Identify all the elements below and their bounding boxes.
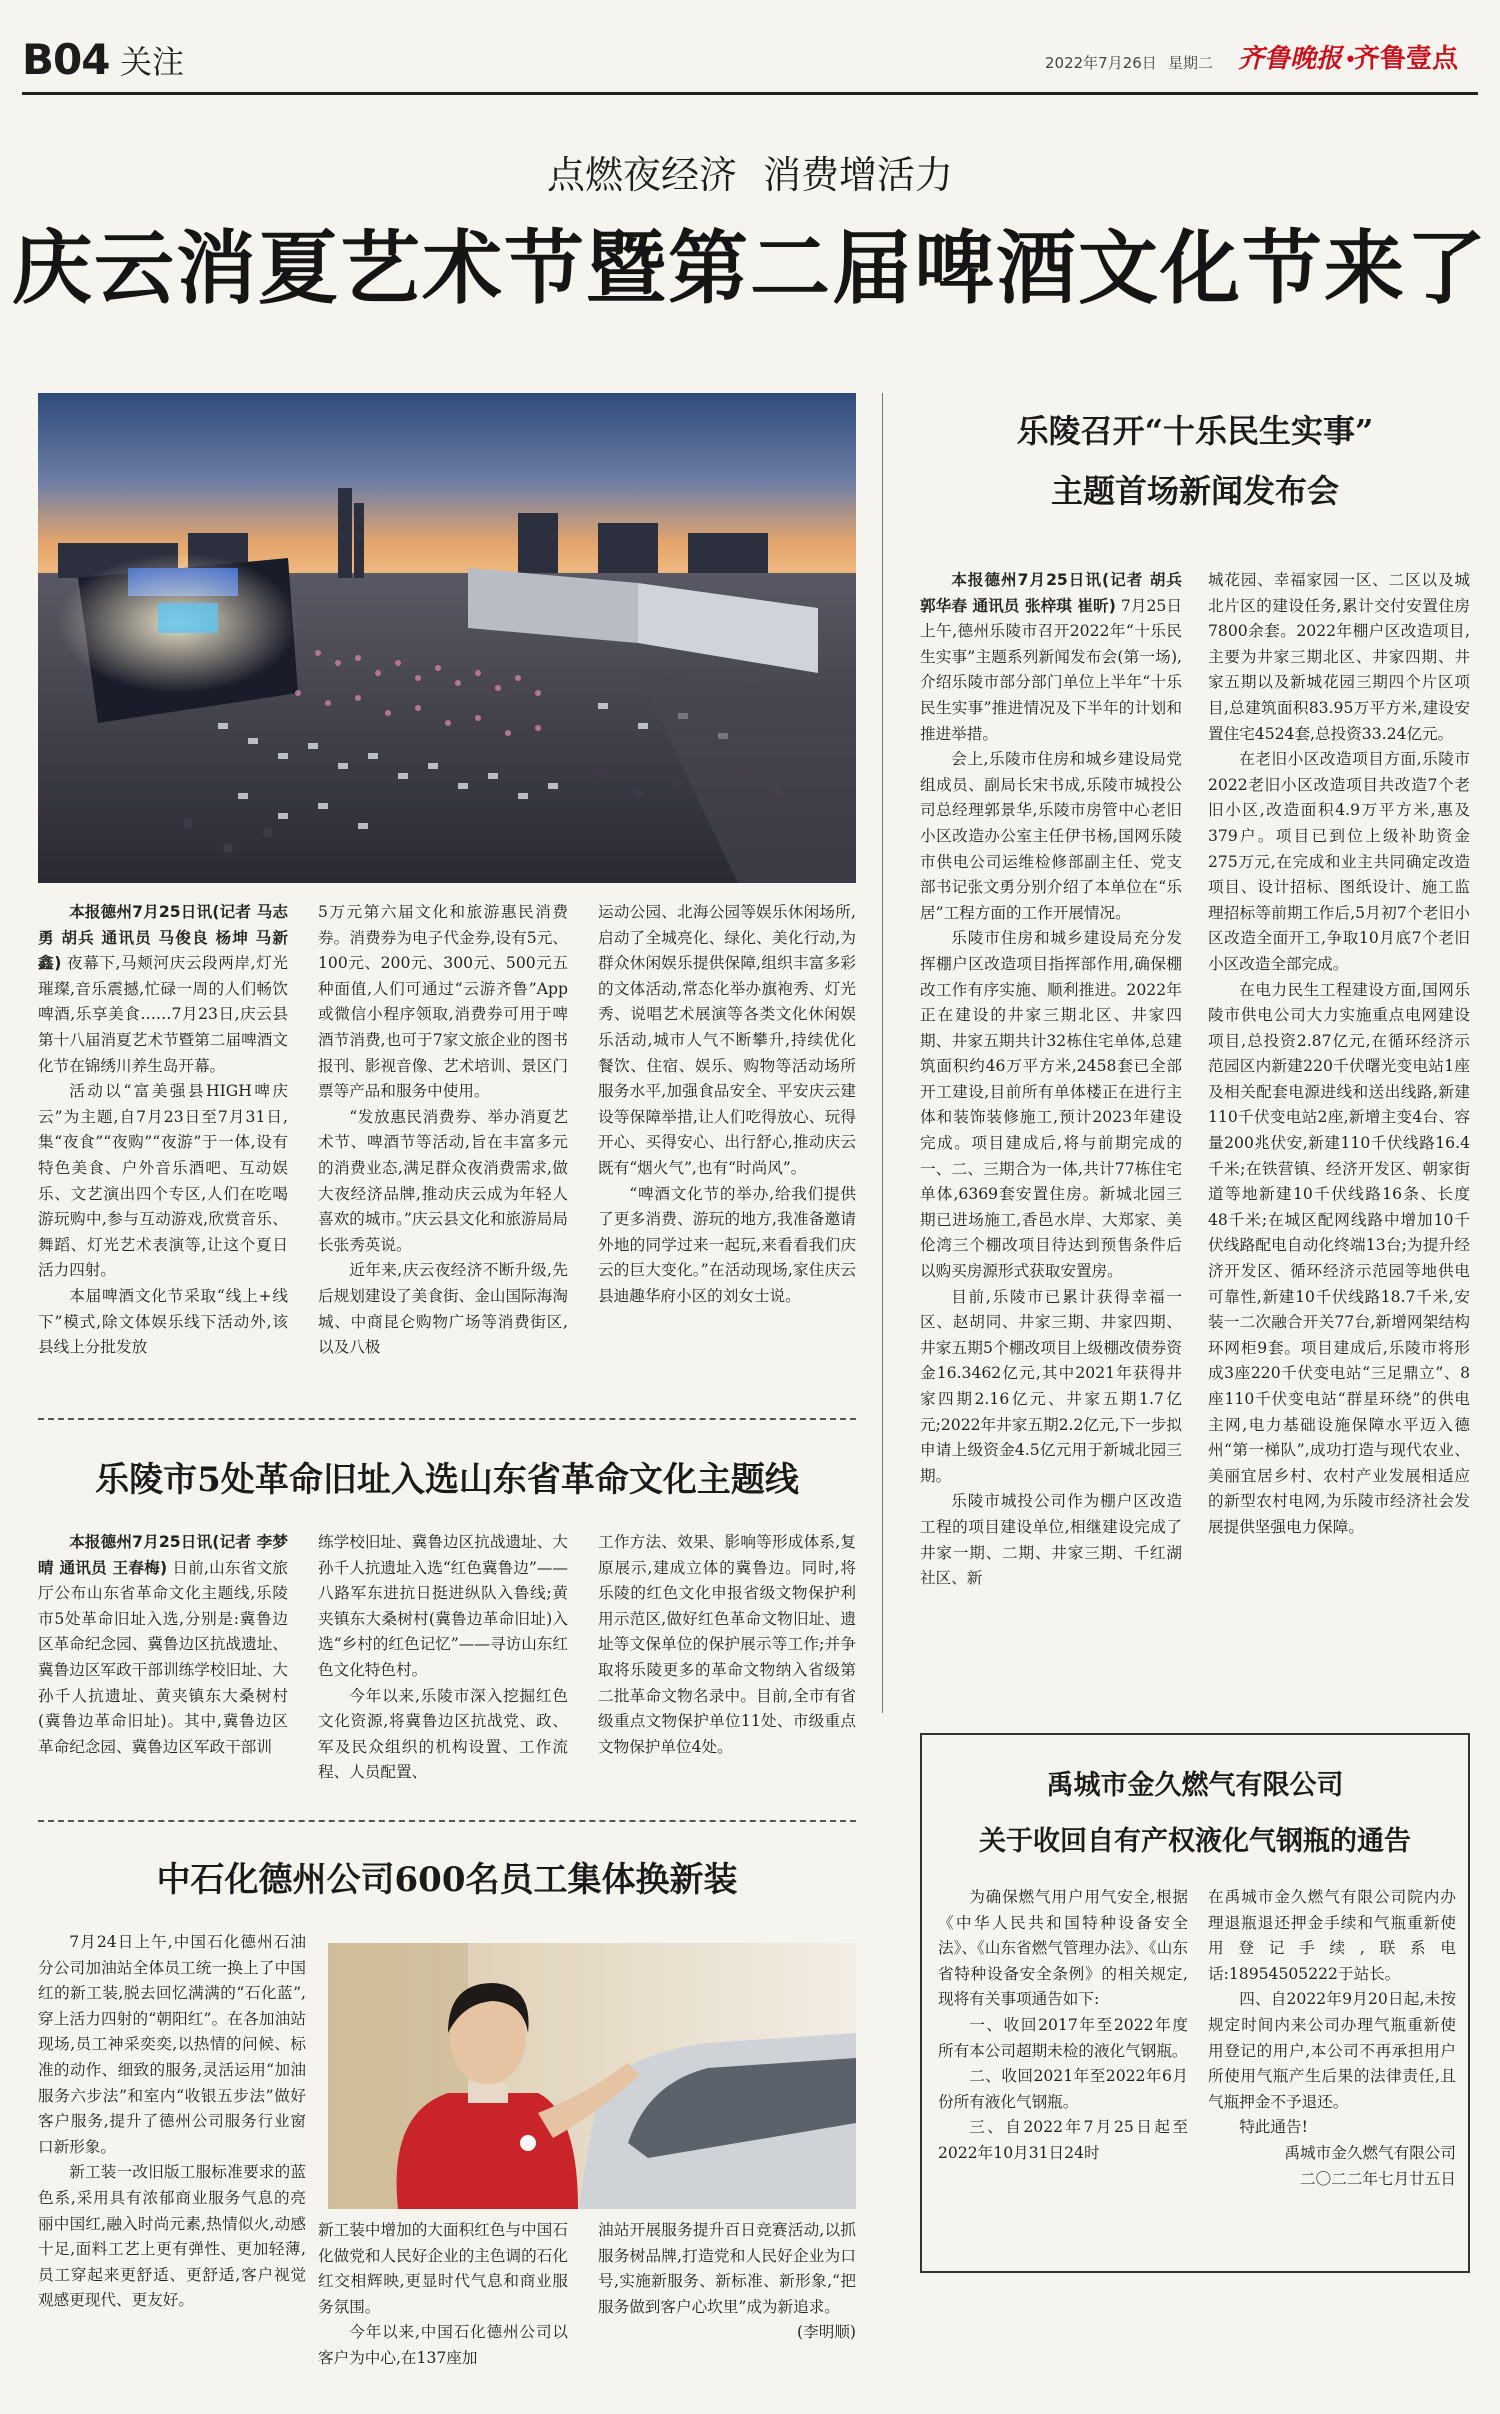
- story2-col2-p2: 今年以来,乐陵市深入挖掘红色文化资源,将冀鲁边区抗战党、政、军及民众组织的机构设置、工作流程、人员配置、: [318, 1686, 568, 1782]
- story3-byline: (李明顺): [797, 2323, 856, 2342]
- festival-night-scene: [38, 393, 856, 883]
- lead-col1-p3: 本届啤酒文化节采取“线上+线下”模式,除文体娱乐线下活动外,该县线上分批发放: [38, 1286, 288, 1357]
- story4-column-1: [920, 568, 1182, 1708]
- story4-col2-p1: 城花园、幸福家园一区、二区以及城北片区的建设任务,累计交付安置住房7800余套。2022年棚户区改造项目,主要为井家三期北区、井家四期、井家五期以及新城花园三期四个片区项目,总建筑面积83.95万平方米,建设安置住宅4524套,总投资33.24亿元。: [1208, 571, 1470, 743]
- notice-signer: 禹城市金久燃气有限公司: [1284, 2143, 1456, 2162]
- notice-col1-p3: 二、收回2021年至2022年6月份所有液化气钢瓶。: [938, 2067, 1188, 2111]
- notice-col1-p2: 一、收回2017年至2022年度所有本公司超期未检的液化气钢瓶。: [938, 2015, 1188, 2060]
- notice-col2-p2: 四、自2022年9月20日起,未按规定时间内来公司办理气瓶重新使用登记的用户,本公司不再承担用户所使用气瓶产生后果的法律责任,且气瓶押金不予退还。: [1208, 1990, 1456, 2111]
- story3-col3-p1: 油站开展服务提升百日竞赛活动,以抓服务树品牌,打造党和人民好企业为口号,实施新服务、新标准、新形象,“把服务做到客户心坎里”成为新追求。: [598, 2221, 856, 2316]
- story4-col1-p5: 乐陵市城投公司作为棚户区改造工程的项目建设单位,相继建设完成了井家一期、二期、井家三期、千红湖社区、新: [920, 1492, 1182, 1588]
- story4-col2-p3: 在电力民生工程建设方面,国网乐陵市供电公司大力实施重点电网建设项目,总投资2.87亿元,在循环经济示范园区内新建220千伏曙光变电站1座及相关配套电源进线和送出线路,新建110千伏变电站2座,新增主变4台、容量200兆伏安,新建110千伏线路16.4千米;在铁营镇、经济开发区、朝家街道等地新建10千伏线路16条、长度48千米;在城区配网线路中增加10千伏线路配电自动化终端13台;为提升经济开发区、循环经济示范园等地供电可靠性,新建10千伏线路18.7千米,安装一二次融合开关77台,新增网架结构环网柜9套。项目建成后,乐陵市将形成3座220千伏变电站“三足鼎立”、8座110千伏变电站“群星环绕”的供电主网,电力基础设施保障水平迈入德州“第一梯队”,成功打造与现代农业、美丽宜居乡村、农村产业发展相适应的新型农村电网,为乐陵市经济社会发展提供坚强电力保障。: [1208, 980, 1470, 1536]
- notice-col2-p1: 在禹城市金久燃气有限公司院内办理退瓶退还押金手续和气瓶重新使用登记手续,联系电话:18954505222于站长。: [1208, 1888, 1456, 1983]
- story3-photo-employee: [328, 1943, 856, 2209]
- notice-col1-p1: 为确保燃气用户用气安全,根据《中华人民共和国特种设备安全法》、《山东省燃气管理办法》、《山东省特种设备安全条例》的相关规定,现将有关事项通告如下:: [938, 1888, 1188, 2009]
- story2-col3-p1: 工作方法、效果、影响等形成体系,复原展示,建成立体的冀鲁边。同时,将乐陵的红色文化申报省级文物保护利用示范区,做好红色革命文物旧址、遗址等文保单位的保护展示等工作;并争取将乐陵更多的革命文物纳入省级第二批革命文物名录中。目前,全市有省级重点文物保护单位11处、市级重点文物保护单位4处。: [598, 1533, 856, 1756]
- notice-title: 关于收回自有产权液化气钢瓶的通告: [979, 1826, 1411, 1857]
- notice-col2-p3: 特此通告!: [1239, 2118, 1308, 2137]
- story2-col2-p1: 练学校旧址、冀鲁边区抗战遗址、大孙千人抗遗址入选“红色冀鲁边”——八路军东进抗日挺进纵队入鲁线;黄夹镇东大桑树村(冀鲁边革命旧址)入选“乡村的红色记忆”——寻访山东红色文化特色村。: [318, 1533, 568, 1679]
- story4-col1-p3: 乐陵市住房和城乡建设局充分发挥棚户区改造项目指挥部作用,确保棚改工作有序实施、顺利推进。2022年正在建设的井家三期北区、井家四期、井家五期共计32栋住宅单体,总建筑面积约46万平方米,2458套已全部开工建设,目前所有单体楼正在进行主体和装饰装修施工,预计2023年建设完成。项目建成后,将与前期完成的一、二、三期合为一体,共计77栋住宅单体,6369套安置住房。新城北园三期已进场施工,香邑水岸、大郑家、美伦湾三个棚改项目待达到预售条件后以购买房源形式获取安置房。: [920, 929, 1182, 1281]
- lead-column-3: [598, 900, 856, 1400]
- story2-column-1: [38, 1530, 288, 1810]
- notice-date: 二〇二二年七月廿五日: [1300, 2169, 1456, 2188]
- story2-col1-p1: 日前,山东省文旅厅公布山东省革命文化主题线,乐陵市5处革命旧址入选,分别是:冀鲁边区革命纪念园、冀鲁边区抗战遗址、冀鲁边区军政干部训练学校旧址、大孙千人抗遗址、黄夹镇东大桑树村(冀鲁边革命旧址)。其中,冀鲁边区革命纪念园、冀鲁边区军政干部训: [38, 1558, 288, 1756]
- story4-headline-line1: 乐陵召开“十乐民生实事”: [1016, 412, 1374, 450]
- story2-dateline: 本报德州7月25日讯(记者 李梦晴 通讯员 王春梅): [38, 1533, 288, 1577]
- story2-column-3: [598, 1530, 856, 1810]
- story4-col2-p2: 在老旧小区改造项目方面,乐陵市2022老旧小区改造项目共改造7个老旧小区,改造面积4.9万平方米,惠及379户。项目已到位上级补助资金275万元,在完成和业主共同确定改造项目、设计招标、图纸设计、施工监理招标等前期工作后,5月初7个老旧小区改造全面开工,争取10月底7个老旧小区改造全部完成。: [1208, 750, 1470, 973]
- notice-company: 禹城市金久燃气有限公司: [1046, 1770, 1344, 1801]
- lead-headline: 庆云消夏艺术节暨第二届啤酒文化节来了: [12, 221, 1488, 315]
- story3-top-divider: [38, 1820, 856, 1822]
- newspaper-logo: 齐鲁晚报: [1238, 44, 1343, 74]
- lead-column-2: [318, 900, 568, 1400]
- brand-logo: 齐鲁壹点: [1354, 44, 1459, 74]
- lead-col2-p2: “发放惠民消费券、举办消夏艺术节、啤酒节等活动,旨在丰富多元的消费业态,满足群众夜消费需求,做大夜经济品牌,推动庆云成为年轻人喜欢的城市。”庆云县文化和旅游局局长张秀英说。: [318, 1107, 568, 1254]
- story2-column-2: [318, 1530, 568, 1810]
- story2-headline: 乐陵市5处革命旧址入选山东省革命文化主题线: [95, 1460, 799, 1500]
- notice-column-1: [938, 1885, 1188, 2265]
- masthead-rule: [22, 92, 1478, 95]
- issue-weekday: 星期二: [1168, 54, 1214, 72]
- story2-top-divider: [38, 1418, 856, 1420]
- column-divider: [882, 393, 883, 1713]
- story4-col1-p2: 会上,乐陵市住房和城乡建设局党组成员、副局长宋书成,乐陵市城投公司总经理郭景华,乐陵市房管中心老旧小区改造办公室主任伊书杨,国网乐陵市供电公司运维检修部副主任、党支部书记张文勇分别介绍了本单位在“乐居”工程方面的工作开展情况。: [920, 750, 1182, 922]
- story4-col1-p4: 目前,乐陵市已累计获得幸福一区、赵胡同、井家三期、井家四期、井家五期5个棚改项目上级棚改债券资金16.3462亿元,其中2021年获得井家四期2.16亿元、井家五期1.7亿元;2022年井家五期2.2亿元,下一步拟申请上级资金4.5亿元用于新城北园三期。: [920, 1287, 1182, 1485]
- lead-col2-p1: 5万元第六届文化和旅游惠民消费券。消费券为电子代金券,设有5元、100元、200元、300元、500元五种面值,人们可通过“云游齐鲁”App或微信小程序领取,消费券可用于啤酒节消费,也可于7家文旅企业的图书报刊、影视音像、艺术培训、景区门票等产品和服务中使用。: [318, 903, 568, 1101]
- lead-kicker: 点燃夜经济 消费增活力: [546, 153, 954, 197]
- notice-col1-p4: 三、自2022年7月25日起至2022年10月31日24时: [938, 2118, 1188, 2162]
- issue-date: 2022年7月26日: [1045, 54, 1157, 72]
- story3-col1-p1: 7月24日上午,中国石化德州石油分公司加油站全体员工统一换上了中国红的新工装,脱去回忆满满的“石化蓝”,穿上活力四射的“朝阳红”。在各加油站现场,员工神采奕奕,以热情的问候、标准的动作、细致的服务,灵活运用“加油服务六步法”和室内“收银五步法”做好客户服务,提升了德州公司服务行业窗口新形象。: [38, 1933, 306, 2156]
- section-name: 关注: [120, 43, 185, 81]
- notice-box: [920, 1733, 1470, 2273]
- story3-col1-p2: 新工装一改旧版工服标准要求的蓝色系,采用具有浓郁商业服务气息的亮丽中国红,融入时尚元素,热情似火,动感十足,面料工艺上更有弹性、更加轻薄,员工穿起来更舒适、更舒适,客户视觉观感更现代、更友好。: [38, 2163, 306, 2310]
- story3-column-3: [598, 2218, 856, 2378]
- lead-photo-festival-crowd: [38, 393, 856, 883]
- story4-column-2: [1208, 568, 1470, 1708]
- lead-col3-p2: “啤酒文化节的举办,给我们提供了更多消费、游玩的地方,我准备邀请外地的同学过来一起玩,来看看我们庆云的巨大变化。”在活动现场,家住庆云县迪趣华府小区的刘女士说。: [598, 1184, 856, 1305]
- story4-dateline: 本报德州7月25日讯(记者 胡兵 郭华春 通讯员 张梓琪 崔昕): [920, 571, 1182, 615]
- notice-column-2: [1208, 1885, 1456, 2265]
- story3-col2-p2: 今年以来,中国石化德州公司以客户为中心,在137座加: [318, 2323, 568, 2367]
- lead-col2-p3: 近年来,庆云夜经济不断升级,先后规划建设了美食街、金山国际海淘城、中商昆仑购物广场等消费街区,以及八极: [318, 1261, 568, 1357]
- lead-col3-p1: 运动公园、北海公园等娱乐休闲场所,启动了全城亮化、绿化、美化行动,为群众休闲娱乐提供保障,组织丰富多彩的文体活动,常态化举办旗袍秀、灯光秀、说唱艺术展演等各类文化休闲娱乐活动,城市人气不断攀升,持续优化餐饮、住宿、娱乐、购物等活动场所服务水平,加强食品安全、平安庆云建设等保障举措,让人们吃得放心、玩得开心、买得安心、出行舒心,推动庆云既有“烟火气”,也有“时尚风”。: [598, 903, 856, 1177]
- uniform-employee-scene: [328, 1943, 856, 2209]
- story3-column-2: [318, 2218, 568, 2378]
- lead-dateline: 本报德州7月25日讯(记者 马志勇 胡兵 通讯员 马俊良 杨坤 马新鑫): [38, 903, 288, 973]
- lead-col1-p1: 夜幕下,马颊河庆云段两岸,灯光璀璨,音乐震撼,忙碌一周的人们畅饮啤酒,乐享美食……7月23日,庆云县第十八届消夏艺术节暨第二届啤酒文化节在锦绣川养生岛开幕。: [38, 954, 288, 1075]
- story4-col1-p1: 7月25日上午,德州乐陵市召开2022年“十乐民生实事”主题系列新闻发布会(第一场),介绍乐陵市部分部门单位上半年“十乐民生实事”推进情况及下半年的计划和推进举措。: [920, 596, 1182, 743]
- lead-col1-p2: 活动以“富美强县HIGH啤庆云”为主题,自7月23日至7月31日,集“夜食”“夜购”“夜游”于一体,设有特色美食、户外音乐酒吧、互动娱乐、文艺演出四个专区,人们在吃喝游玩购中,参与互动游戏,欣赏音乐、舞蹈、灯光艺术表演等,让这个夏日活力四射。: [38, 1082, 288, 1280]
- lead-column-1: [38, 900, 288, 1400]
- story3-column-1: [38, 1930, 306, 2380]
- story3-col2-p1: 新工装中增加的大面积红色与中国石化做党和人民好企业的主色调的石化红交相辉映,更显时代气息和商业服务氛围。: [318, 2221, 568, 2316]
- page-code: B04: [22, 35, 110, 84]
- logo-separator: •: [1344, 48, 1357, 73]
- story4-headline-line2: 主题首场新闻发布会: [1050, 472, 1339, 510]
- story3-headline: 中石化德州公司600名员工集体换新装: [156, 1860, 738, 1900]
